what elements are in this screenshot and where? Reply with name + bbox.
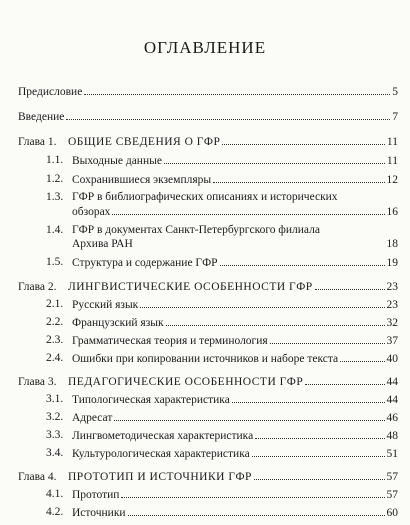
entry-text: Французский язык xyxy=(72,317,164,329)
toc-section-3-2[interactable] xyxy=(72,411,398,425)
page-number: 11 xyxy=(386,155,398,167)
section-number: 3.1. xyxy=(46,393,64,405)
toc-section-1-2[interactable] xyxy=(72,173,398,187)
toc-section-4-1[interactable] xyxy=(72,488,398,502)
entry-text: Адресат xyxy=(72,412,113,424)
toc-chapter-3[interactable] xyxy=(18,375,398,389)
toc-heading: ОГЛАВЛЕНИЕ xyxy=(143,38,267,57)
leader-dots xyxy=(232,393,385,403)
entry-text: Выходные данные xyxy=(72,155,162,167)
leader-dots xyxy=(140,298,384,308)
chapter-label: Глава 1. xyxy=(18,136,57,148)
leader-dots xyxy=(164,154,385,164)
page-number: 37 xyxy=(386,335,398,347)
chapter-title: ОБЩИЕ СВЕДЕНИЯ О ГФР xyxy=(68,136,221,148)
entry-text: Прототип xyxy=(72,489,120,501)
entry-text: Предисловие xyxy=(18,86,83,98)
section-number: 3.4. xyxy=(46,447,64,459)
leader-dots xyxy=(166,316,385,326)
entry-text: Русский язык xyxy=(72,299,139,311)
page-number: 44 xyxy=(386,376,398,388)
entry-text: Лингвометодическая характеристика xyxy=(72,430,254,442)
leader-dots xyxy=(340,352,384,362)
section-number: 2.1. xyxy=(46,298,64,310)
entry-text: Структура и содержание ГФР xyxy=(72,257,218,269)
page-number: 12 xyxy=(386,174,398,186)
leader-dots xyxy=(252,447,385,457)
toc-section-1-5[interactable] xyxy=(72,256,398,270)
section-number: 3.3. xyxy=(46,429,64,441)
toc-section-2-2[interactable] xyxy=(72,316,398,330)
entry-text: Введение xyxy=(18,111,65,123)
entry-text: Источники xyxy=(72,507,126,519)
toc-section-3-4[interactable] xyxy=(72,447,398,461)
entry-text: Ошибки при копировании источников и наборе текста xyxy=(72,353,339,365)
leader-dots xyxy=(66,110,390,120)
section-number: 2.4. xyxy=(46,352,64,364)
leader-dots xyxy=(305,375,384,385)
page-number: 44 xyxy=(386,394,398,406)
entry-text-line1: ГФР в документах Санкт-Петербургского филиала xyxy=(72,224,320,236)
entry-text: Культурологическая характеристика xyxy=(72,448,250,460)
leader-dots xyxy=(121,488,384,498)
page-number: 48 xyxy=(386,430,398,442)
toc-section-2-4[interactable] xyxy=(72,352,398,366)
toc-section-1-4[interactable] xyxy=(72,238,398,251)
section-number: 4.1. xyxy=(46,488,64,500)
section-number: 1.1. xyxy=(46,154,64,166)
toc-section-3-3[interactable] xyxy=(72,429,398,443)
section-number: 3.2. xyxy=(46,411,64,423)
section-number: 1.4. xyxy=(46,224,64,236)
leader-dots xyxy=(112,205,384,215)
leader-dots xyxy=(222,135,385,145)
section-number: 4.2. xyxy=(46,506,64,518)
section-number: 2.3. xyxy=(46,334,64,346)
chapter-title: ПРОТОТИП И ИСТОЧНИКИ ГФР xyxy=(68,471,252,483)
toc-section-4-2[interactable] xyxy=(72,506,398,520)
leader-dots xyxy=(315,280,385,290)
chapter-title: ЛИНГВИСТИЧЕСКИЕ ОСОБЕННОСТИ ГФР xyxy=(68,281,313,293)
toc-chapter-4[interactable] xyxy=(18,470,398,484)
leader-dots xyxy=(254,470,385,480)
entry-text: Сохранившиеся экземпляры xyxy=(72,174,212,186)
entry-text-line1: ГФР в библиографических описаниях и исторических xyxy=(72,191,338,203)
section-number: 1.2. xyxy=(46,173,64,185)
entry-text-line2: обзорах xyxy=(72,206,111,218)
leader-dots xyxy=(84,85,390,95)
page-number: 19 xyxy=(386,257,398,269)
chapter-title: ПЕДАГОГИЧЕСКИЕ ОСОБЕННОСТИ ГФР xyxy=(68,376,304,388)
chapter-label: Глава 2. xyxy=(18,281,57,293)
toc-entry-preface[interactable] xyxy=(18,85,398,99)
section-number: 2.2. xyxy=(46,316,64,328)
toc-section-2-3[interactable] xyxy=(72,334,398,348)
leader-dots xyxy=(255,429,384,439)
toc-chapter-1[interactable] xyxy=(18,135,398,149)
toc-entry-intro[interactable] xyxy=(18,110,398,124)
leader-dots xyxy=(114,411,384,421)
toc-section-3-1[interactable] xyxy=(72,393,398,407)
page-number: 16 xyxy=(386,206,398,218)
toc-chapter-2[interactable] xyxy=(18,280,398,294)
toc-section-2-1[interactable] xyxy=(72,298,398,312)
leader-dots xyxy=(220,256,385,266)
chapter-label: Глава 4. xyxy=(18,471,57,483)
page-number: 57 xyxy=(386,489,398,501)
page-number: 46 xyxy=(386,412,398,424)
page-number: 23 xyxy=(386,299,398,311)
page-number: 60 xyxy=(386,507,398,519)
page-number: 7 xyxy=(392,111,398,123)
leader-dots xyxy=(128,506,385,516)
page-number: 40 xyxy=(386,353,398,365)
leader-dots xyxy=(270,334,385,344)
toc-section-1-3[interactable] xyxy=(72,205,398,219)
chapter-label: Глава 3. xyxy=(18,376,57,388)
page-number: 11 xyxy=(386,136,398,148)
entry-text-line2: Архива РАН xyxy=(72,238,133,250)
page-number: 18 xyxy=(386,238,398,250)
page-number: 32 xyxy=(386,317,398,329)
page-number: 51 xyxy=(386,448,398,460)
page-number: 23 xyxy=(386,281,398,293)
section-number: 1.3. xyxy=(46,191,64,203)
entry-text: Типологическая характеристика xyxy=(72,394,230,406)
toc-section-1-1[interactable] xyxy=(72,154,398,168)
page-number: 5 xyxy=(392,86,398,98)
page-number: 57 xyxy=(386,471,398,483)
leader-dots xyxy=(213,173,384,183)
entry-text: Грамматическая теория и терминология xyxy=(72,335,268,347)
section-number: 1.5. xyxy=(46,256,64,268)
leader-dots xyxy=(135,238,385,247)
